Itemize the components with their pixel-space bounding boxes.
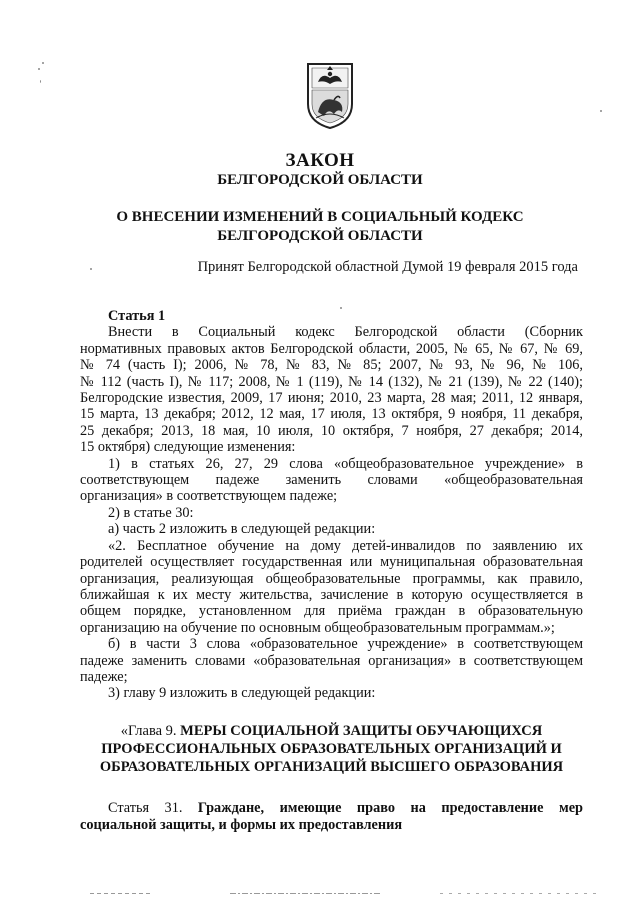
chapter-heading-line: ПРОФЕССИОНАЛЬНЫХ ОБРАЗОВАТЕЛЬНЫХ ОРГАНИЗАЦИЙ И [101,741,562,757]
list-subitem: а) часть 2 изложить в следующей редакции: [108,521,376,538]
law-subject [60,208,580,246]
law-region: БЕЛГОРОДСКОЙ ОБЛАСТИ [217,172,423,188]
paragraph-line: № 74 (часть I); 2006, № 78, № 83, № 85; 2007, № 93, № 96, № 106, [80,357,583,374]
paragraph-line: 15 марта, 13 декабря; 2012, 12 мая, 17 июля, 13 октября, 9 ноября, 11 декабря, [80,406,583,423]
scan-speck [90,268,92,270]
paragraph-line: Внести в Социальный кодекс Белгородской области (Сборник [108,324,583,341]
law-subject-line: БЕЛГОРОДСКОЙ ОБЛАСТИ [217,228,423,244]
quote-line: организация, реализующая общеобразовательные программы, как правило, [80,570,583,587]
chapter-prefix: «Глава 9. [120,723,177,739]
article31-heading [80,800,583,834]
chapter-heading [80,722,583,776]
list-item-line: 1) в статьях 26, 27, 29 слова «общеобразовательное учреждение» в [108,455,583,472]
chapter-heading-line: ОБРАЗОВАТЕЛЬНЫХ ОРГАНИЗАЦИЙ ВЫСШЕГО ОБРАЗОВАНИЯ [99,759,564,775]
scan-speck [42,62,44,64]
quote-line: общем порядке, установленном для приёма граждан в образовательную [80,603,583,620]
list-subitem-line: падеже; [80,668,128,685]
quote-line: «2. Бесплатное обучение на дому детей-инвалидов по заявлению их [108,537,583,554]
quote-line: организацию на обучение по основным общеобразовательным программам.»; [80,619,555,636]
article31-prefix: Статья 31. [108,800,183,816]
chapter-title: МЕРЫ СОЦИАЛЬНОЙ ЗАЩИТЫ ОБУЧАЮЩИХСЯ [180,723,543,739]
article1-block [80,308,583,702]
adoption-statement: Принят Белгородской областной Думой 19 февраля 2015 года [197,259,578,275]
law-subject-line: О ВНЕСЕНИИ ИЗМЕНЕНИЙ В СОЦИАЛЬНЫЙ КОДЕКС [116,209,524,225]
law-title: ЗАКОН [285,150,355,171]
article-heading: Статья 1 [108,308,166,324]
list-item: 2) в статье 30: [108,504,194,521]
paragraph-line: 15 октября) следующие изменения: [80,439,296,456]
coat-of-arms-icon [304,60,356,130]
paragraph-line: нормативных правовых актов Белгородской области, 2005, № 65, № 67, № 69, [80,340,583,357]
scan-speck [40,80,41,83]
list-subitem-line: б) в части 3 слова «образовательное учреждение» в соответствующем [108,636,583,653]
list-item-line: соответствующем падеже заменить словами «общеобразовательная [80,472,583,489]
quote-line: ближайшая к их месту жительства, зачисление в которую осуществляется в [80,586,583,603]
paragraph-line: 25 декабря; 2013, 18 мая, 10 июля, 10 октября, 7 ноября, 27 декабря; 2014, [80,422,583,439]
chapter-heading-line [80,722,583,740]
quote-line: родителей осуществляет государственная или муниципальная образовательная [80,554,583,571]
list-item-line: организация» в соответствующем падеже; [80,488,338,505]
article31-heading-line [80,800,583,817]
article31-title: Граждане, имеющие право на предоставление мер [197,800,583,816]
scan-speck [600,110,602,112]
list-subitem-line: падеже заменить словами «образовательная организация» в соответствующем [80,652,583,669]
article31-heading-line: социальной защиты, и формы их предоставления [80,817,403,833]
list-item: 3) главу 9 изложить в следующей редакции: [108,685,376,702]
paragraph-line: № 112 (часть I), № 117; 2008, № 1 (119), № 14 (132), № 21 (139), № 22 (140); [80,373,583,390]
scan-speck [38,68,40,70]
paragraph-line: Белгородские известия, 2009, 17 июня; 2010, 23 марта, 28 мая; 2011, 12 января, [80,390,583,407]
scan-edge-artifact [60,892,620,895]
